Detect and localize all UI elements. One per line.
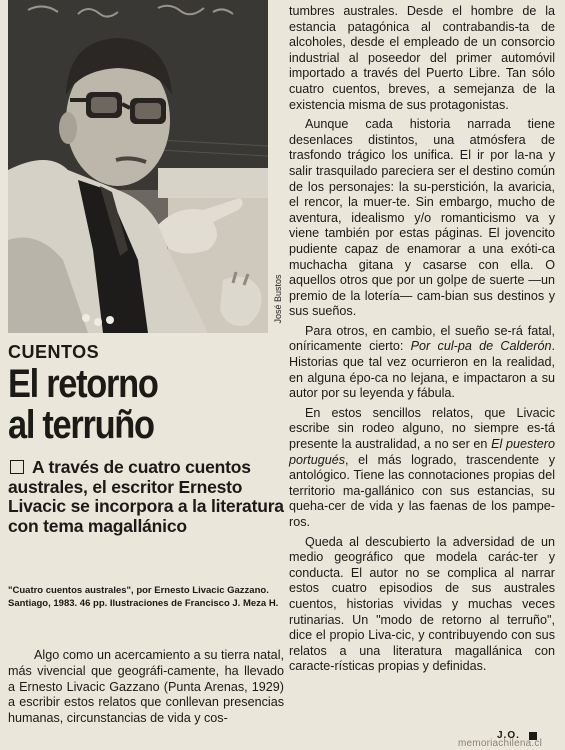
- deck: [8, 458, 288, 536]
- body-paragraph-3: [289, 324, 555, 402]
- lead-paragraph: Algo como un acercamiento a su tierra natal, más vivencial que geográfi-camente, ha llevado a Ernesto Livacic Gazzano (Punta Arenas, 1929) a escribir estos relatos que conllevan presencias humanas, circunstancias de vida y cos-: [8, 648, 284, 726]
- body-column: [289, 4, 555, 679]
- deck-text: A través de cuatro cuentos australes, el escritor Ernesto Livacic se incorpora a la literatura con tema magallánico: [8, 457, 284, 536]
- p4-text-a: En estos sencillos relatos, que Livacic escribe sin rodeo alguno, no siempre es-tá presente la australidad, a no ser en: [289, 405, 555, 452]
- headline-line-1: El retorno: [8, 362, 158, 406]
- square-bullet-icon: [10, 460, 24, 474]
- p3-book-title: Por cul-pa de Calderón: [410, 339, 552, 354]
- author-photo-illustration: [8, 0, 268, 333]
- headline-line-2: al terruño: [8, 403, 154, 447]
- watermark: memoriachilena.cl: [458, 738, 542, 749]
- book-citation: "Cuatro cuentos australes", por Ernesto Livacic Gazzano. Santiago, 1983. 46 pp. Ilustraciones de Francisco J. Meza H.: [8, 585, 279, 609]
- section-label: CUENTOS: [8, 342, 100, 362]
- body-paragraph-5: Queda al descubierto la adversidad de un medio geográfico que modela carác-ter y conducta. El autor no se complica al narrar estos cuatro episodios de sus australes cuentos, historias vividas y muchas veces rutinarias. Un "modo de retorno al terruño", dice el propio Liva-cic, y contribuyendo con sus relatos a una literatura magallánica con caracte-rísticas propias y definidas.: [289, 534, 555, 674]
- body-paragraph-1: tumbres australes. Desde el hombre de la estancia patagónica al contrabandis-ta de alcoholes, desde el empleado de un consorcio industrial al poseedor del primer automóvil importado a través del Puerto Libre. Tan sólo cuatro cuentos, breves, a semejanza de la existencia misma de sus protagonistas.: [289, 4, 555, 112]
- author-initials: J.O.: [497, 730, 520, 741]
- p4-text-b: , el más logrado, trascendente y antológico. Tiene las connotaciones propias del territorio ma-gallánico con sus estancias, su queha-cer de vida y las faenas de los pampe-ros.: [289, 452, 555, 529]
- photo-credit: [270, 260, 284, 338]
- photo-credit-text: José Bustos: [273, 274, 283, 324]
- author-photo: [8, 0, 268, 333]
- headline: [8, 364, 240, 446]
- body-paragraph-2: Aunque cada historia narrada tiene desenlaces distintos, una atmósfera de trasfondo trágico los unifica. El ir por la-na y salir trasquilado pareciera ser el destino común de los personajes: la su-perstición, la avaricia, el rencor, la muer-te. Sin embargo, mucho de aventura, idealismo y/o romanticismo va y viene también por estas páginas. El jovencito pudiente capaz de enamorar a una exóti-ca muchacha gitana y casarse con ella. O aquellos otros que por un golpe de suerte —un premio de la lotería— cam-bian sus destinos y sus sueños.: [289, 117, 555, 319]
- body-paragraph-4: [289, 406, 555, 531]
- p3-text-a: Para otros, en cambio, el sueño se-rá fatal, oníricamente cierto:: [289, 323, 555, 354]
- p4-story-title: El puestero portugués: [289, 437, 555, 467]
- p3-text-b: . Historias que tal vez ocurrieron en la realidad, en alguna épo-ca no lejana, e impactaron a su autor por su leyenda y fábula.: [289, 339, 555, 401]
